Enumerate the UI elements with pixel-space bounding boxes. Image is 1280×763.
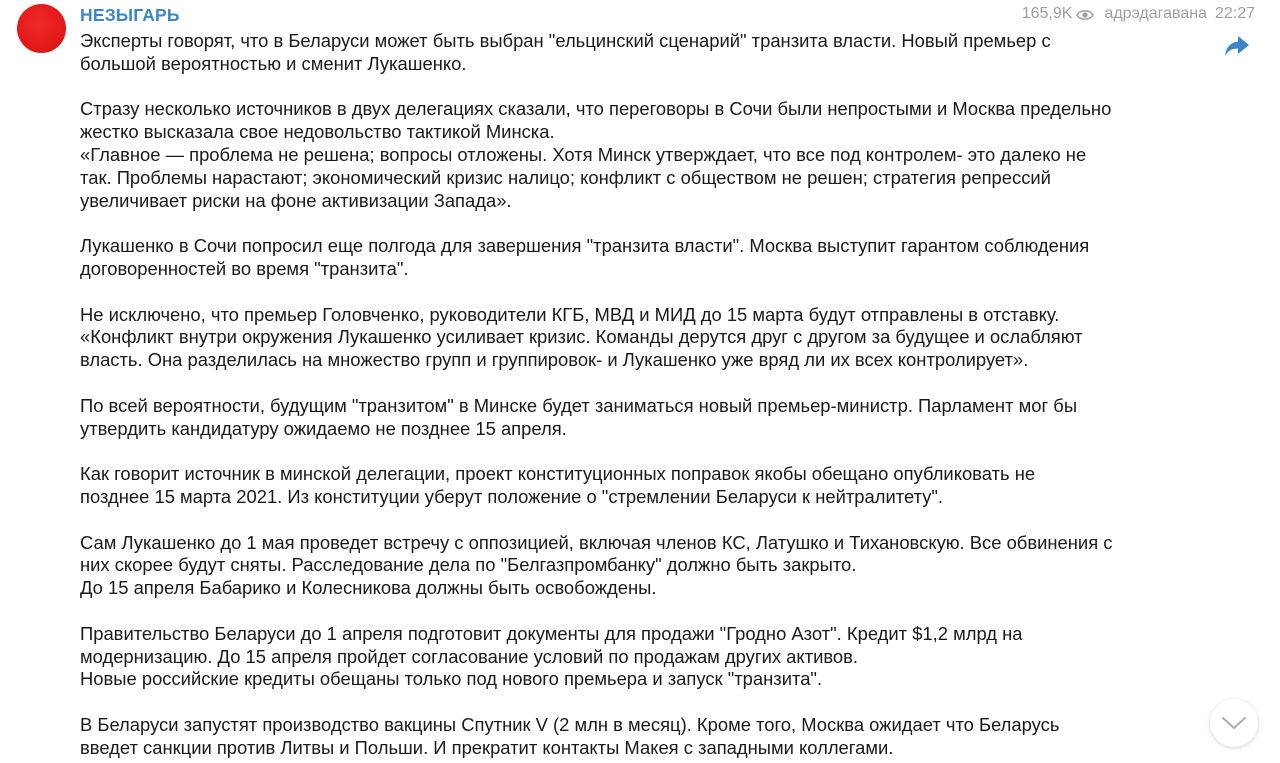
message-paragraph: По всей вероятности, будущим "транзитом" в Минске будет заниматься новый премьер-министр. Парламент мог бы утвердить кандидатуру ожидаемо не позднее 15 апреля. [80,394,1078,439]
message-paragraph: Как говорит источник в минской делегации, проект конституционных поправок якобы обещано опубликовать не позднее 15 марта 2021. Из конституции уберут положение о "стремлении Беларуси к нейтралитету". [80,463,1036,507]
message-text [80,30,1190,763]
message-paragraph: Эксперты говорят, что в Беларуси может быть выбран "ельцинский сценарий" транзита власти. Новый премьер с большой вероятностью и сменит Лукашенко. [80,30,1051,74]
post-time: 22:27 [1214,5,1255,22]
channel-name[interactable]: НЕЗЫГАРЬ [80,5,180,25]
chevron-down-icon [1221,716,1247,730]
views-count: 165,9K [1021,5,1073,22]
share-button[interactable] [1224,34,1250,58]
message-paragraph: В Беларуси запустят производство вакцины Спутник V (2 млн в месяц). Кроме того, Москва ожидает что Беларусь введет санкции против Литвы и Польши. И прекратит контакты Макея с западными коллегами. [80,713,1060,758]
scroll-down-button[interactable] [1210,699,1258,747]
message-paragraph: Не исключено, что премьер Головченко, руководители КГБ, МВД и МИД до 15 марта будут отправлены в отставку. «Конфликт внутри окружения Лукашенко усиливает кризис. Команды дерутся друг с другом за будущее и ослабляют власть. Она разделилась на множество групп и группировок- и Лукашенко уже вряд ли их всех контролирует». [80,303,1083,371]
post-author: адрэдагавана [1104,5,1207,22]
channel-avatar[interactable] [17,4,66,53]
message-paragraph: Лукашенко в Сочи попросил еще полгода для завершения "транзита власти". Москва выступит гарантом соблюдения договоренностей во время "транзита". [80,235,1090,279]
message-paragraph: Стразу несколько источников в двух делегациях сказали, что переговоры в Сочи были непростыми и Москва предельно жестко высказала свое недовольство тактикой Минска. «Главное — проблема не решена; вопросы отложены. Хотя Минск утверждает, что все под контролем- это далеко не так. Проблемы нарастают; экономический кризис налицо; конфликт с обществом не решен; стратегия репрессий увеличивает риски на фоне активизации Запада». [80,98,1112,211]
share-arrow-icon [1224,34,1250,58]
message-paragraph: Сам Лукашенко до 1 мая проведет встречу с оппозицией, включая членов КС, Латушко и Тихановскую. Все обвинения с них скорее будут сняты. Расследование дела по "Белгазпромбанку" должно быть закрыто. До 15 апреля Бабарико и Колесникова должны быть освобождены. [80,531,1113,599]
message-meta [1022,5,1255,23]
eye-icon [1076,8,1094,20]
message-paragraph: Правительство Беларуси до 1 апреля подготовит документы для продажи "Гродно Азот". Кредит $1,2 млрд на модернизацию. До 15 апреля пройдет согласование условий по продажам других активов. Новые российские кредиты обещаны только под нового премьера и запуск "транзита". [80,622,1023,690]
